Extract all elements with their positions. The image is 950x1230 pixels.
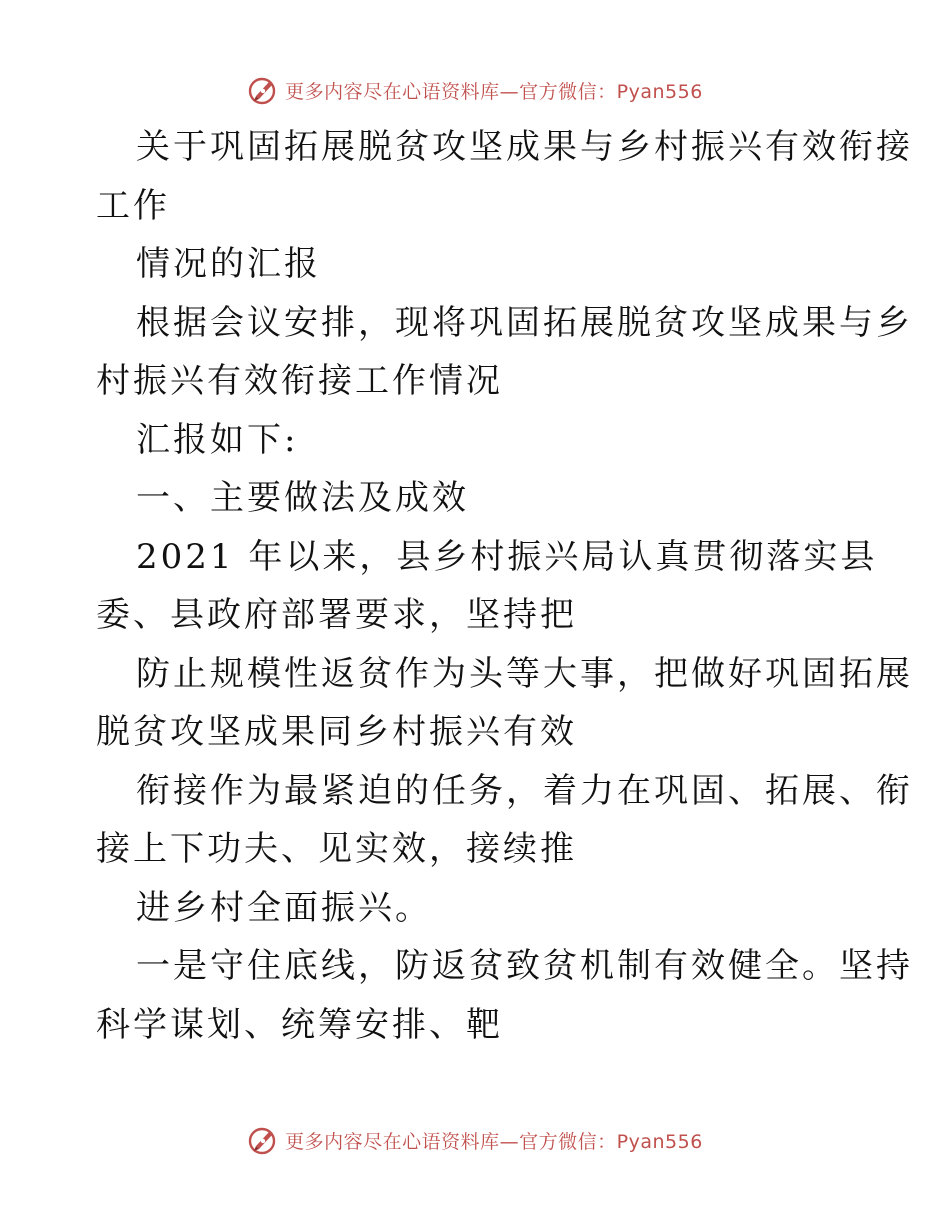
document-line: 2021 年以来，县乡村振兴局认真贯彻落实县	[136, 536, 878, 577]
document-line: 脱贫攻坚成果同乡村振兴有效	[96, 712, 577, 752]
document-line: 衔接作为最紧迫的任务，着力在巩固、拓展、衔	[136, 770, 913, 811]
document-line: 接上下功夫、见实效，接续推	[96, 829, 577, 869]
document-line: 科学谋划、统筹安排、靶	[96, 1004, 503, 1045]
header-watermark	[0, 70, 950, 110]
document-line: 汇报如下:	[136, 419, 299, 460]
document-line: 情况的汇报	[136, 244, 321, 284]
watermark-text: 更多内容尽在心语资料库—官方微信：Pyan556	[285, 80, 703, 103]
document-line: 一、主要做法及成效	[136, 478, 469, 518]
document-body	[96, 118, 913, 1054]
document-line: 防止规模性返贫作为头等大事，把做好巩固拓展	[136, 653, 913, 694]
watermark-text: 更多内容尽在心语资料库—官方微信：Pyan556	[285, 1130, 703, 1153]
footer-watermark	[0, 1120, 950, 1160]
document-line: 根据会议安排，现将巩固拓展脱贫攻坚成果与乡	[136, 302, 913, 343]
red-pen-circle-icon	[247, 1124, 279, 1156]
document-line: 村振兴有效衔接工作情况	[96, 361, 503, 401]
document-line: 一是守住底线，防返贫致贫机制有效健全。坚持	[136, 946, 913, 986]
document-line: 关于巩固拓展脱贫攻坚成果与乡村振兴有效衔接	[136, 127, 913, 167]
document-line: 委、县政府部署要求，坚持把	[96, 595, 577, 635]
red-pen-circle-icon	[247, 74, 279, 106]
document-line: 工作	[96, 185, 170, 226]
document-line: 进乡村全面振兴。	[136, 887, 432, 928]
